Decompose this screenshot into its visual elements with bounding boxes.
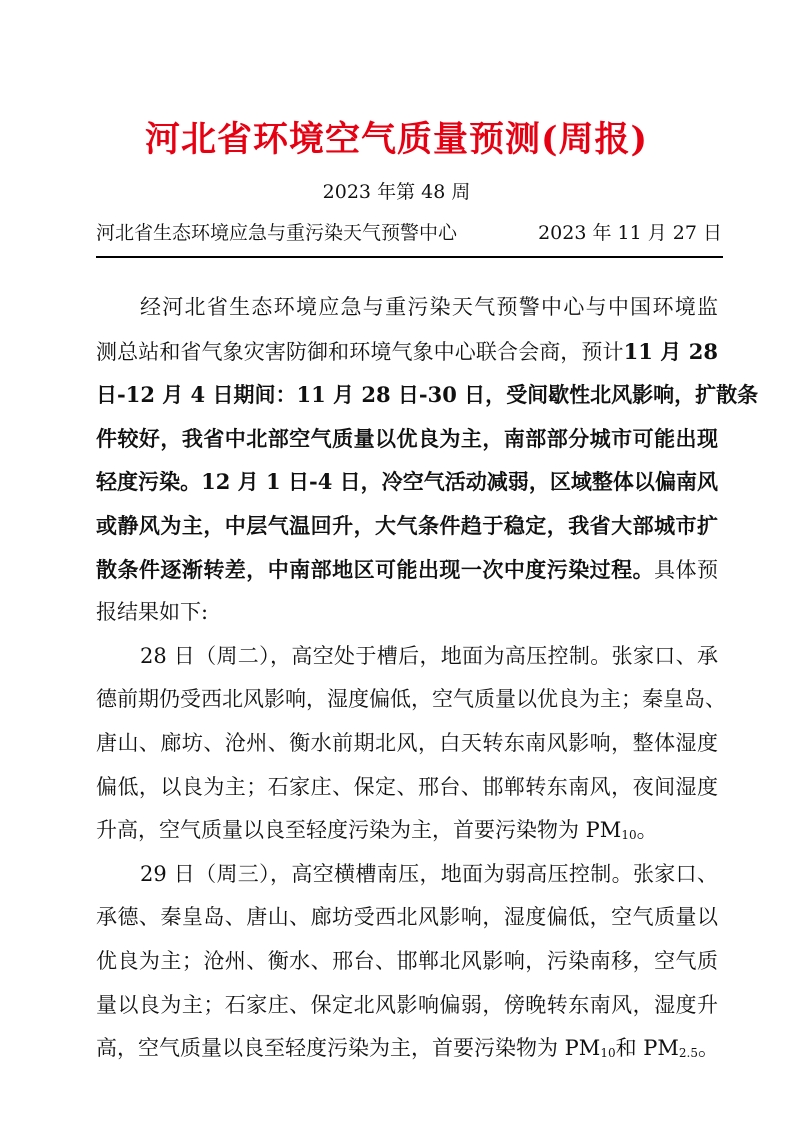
text-line (96, 678, 726, 722)
text-segment: 具体预 (654, 557, 719, 582)
report-title: 河北省环境空气质量预测(周报) (144, 119, 649, 160)
text-line (96, 460, 718, 504)
paragraph (96, 635, 726, 853)
issuing-organization: 河北省生态环境应急与重污染天气预警中心 (96, 222, 458, 244)
bold-text: 散条件逐渐转差，中南部地区可能出现一次中度污染过程。 (96, 556, 655, 582)
bold-text: 日-12 月 4 日期间：11 月 28 日-30 日，受间歇性北风影响，扩散条 (96, 382, 759, 408)
text-segment: 经河北省生态环境应急与重污染天气预警中心与中国环境监 (140, 295, 718, 319)
subscript: 10 (600, 1046, 616, 1061)
text-segment: 报结果如下: (96, 600, 209, 625)
text-line (96, 853, 718, 897)
text-line (96, 591, 718, 635)
bold-text: 轻度污染。12 月 1 日-4 日，冷空气活动减弱，区域整体以偏南风 (96, 469, 718, 495)
text-segment: 德前期仍受西北风影响，湿度偏低，空气质量以优良为主；秦皇岛、 (96, 687, 726, 712)
text-segment: 偏低，以良为主；石家庄、保定、邢台、邯郸转东南风，夜间湿度 (96, 774, 718, 799)
header-divider (96, 256, 723, 258)
text-segment: 优良为主；沧州、衡水、邢台、邯郸北风影响，污染南移，空气质 (96, 948, 718, 973)
text-segment: 测总站和省气象灾害防御和环境气象中心联合会商，预计 (96, 339, 624, 364)
text-line (96, 504, 718, 548)
text-segment: 升高，空气质量以良至轻度污染为主，首要污染物为 PM (96, 818, 622, 843)
text-line (96, 1027, 718, 1071)
paragraph (96, 853, 718, 1071)
text-line (96, 766, 718, 810)
text-line (96, 286, 718, 330)
text-line (96, 896, 718, 940)
subscript: 2.5 (678, 1046, 698, 1061)
text-line (96, 548, 718, 592)
text-line (96, 417, 718, 461)
bold-text: 件较好，我省中北部空气质量以优良为主，南部部分城市可能出现 (96, 425, 718, 451)
text-line (96, 373, 759, 417)
report-body (96, 286, 759, 1071)
bold-text: 11 月 28 (623, 338, 718, 364)
text-line (96, 809, 718, 853)
paragraph (96, 286, 759, 635)
issuer-line (96, 218, 722, 245)
text-segment: 承德、秦皇岛、唐山、廊坊受西北风影响，湿度偏低，空气质量以 (96, 905, 718, 930)
text-segment: 唐山、廊坊、沧州、衡水前期北风，白天转东南风影响，整体湿度 (96, 730, 718, 755)
bold-text: 或静风为主，中层气温回升，大气条件趋于稳定，我省大部城市扩 (96, 512, 718, 538)
text-line (96, 635, 718, 679)
text-segment: 高，空气质量以良至轻度污染为主，首要污染物为 PM (96, 1036, 601, 1061)
issue-date: 2023 年 11 月 27 日 (538, 222, 722, 244)
text-line (96, 984, 718, 1028)
text-segment: 量以良为主；石家庄、保定北风影响偏弱，傍晚转东南风，湿度升 (96, 992, 718, 1017)
subscript: 10 (621, 828, 637, 843)
text-segment: 29 日（周三），高空横槽南压，地面为弱高压控制。张家口、 (140, 861, 718, 886)
text-segment: 和 PM (615, 1036, 679, 1061)
text-line (96, 722, 718, 766)
text-line (96, 940, 718, 984)
text-line (96, 330, 718, 374)
text-segment: 。 (698, 1036, 719, 1061)
text-segment: 28 日（周二），高空处于槽后，地面为高压控制。张家口、承 (140, 643, 718, 668)
issue-number: 2023 年第 48 周 (322, 181, 471, 203)
text-segment: 。 (636, 818, 658, 843)
